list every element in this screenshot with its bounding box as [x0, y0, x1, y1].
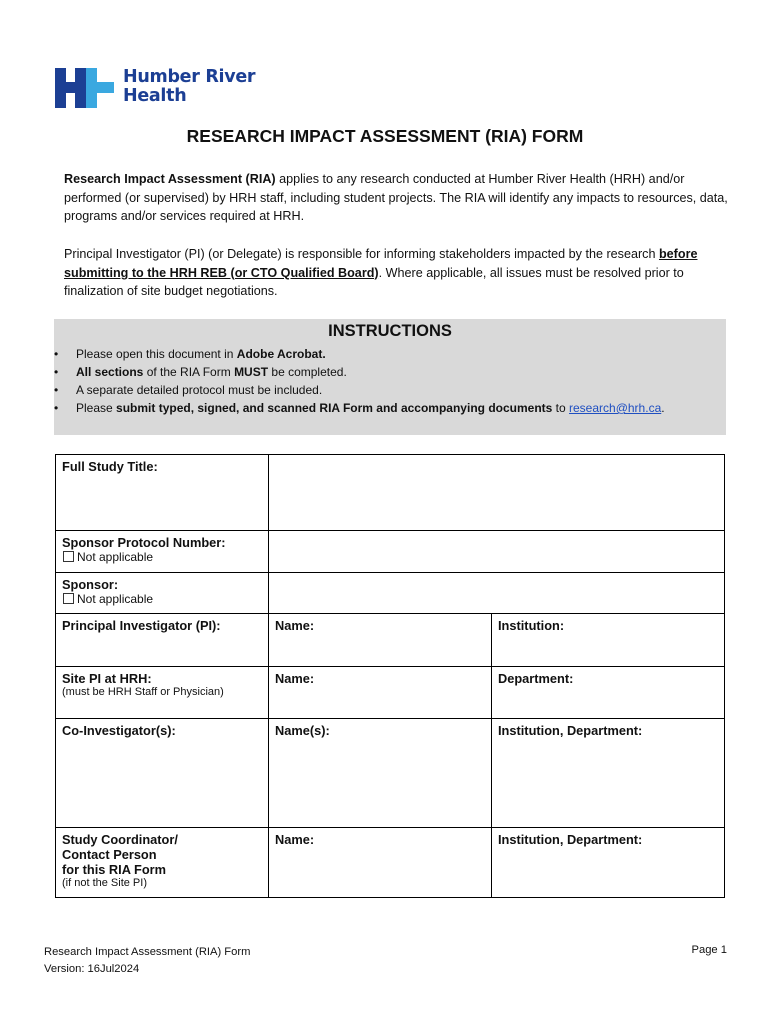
- bullet-icon: •: [54, 383, 59, 397]
- site-pi-note: (must be HRH Staff or Physician): [62, 686, 224, 698]
- humber-river-health-logo: [55, 68, 265, 110]
- protocol-na-option: Not applicable: [62, 550, 262, 564]
- sponsor-field[interactable]: [269, 573, 725, 614]
- coinvestigator-label-cell: Co-Investigator(s):: [56, 719, 269, 828]
- instructions-list: [54, 345, 726, 417]
- intro-paragraph-2: [64, 245, 734, 301]
- logo-line-1: Humber River: [123, 67, 256, 87]
- instructions-heading: INSTRUCTIONS: [328, 322, 452, 340]
- hrh-logo-mark-icon: [55, 68, 115, 108]
- sponsor-label-cell: Sponsor: Not applicable: [56, 573, 269, 614]
- intro-p2-start: Principal Investigator (PI) (or Delegate) is responsible for informing stakeholders impacted by the research: [64, 247, 659, 261]
- footer-version: Version: 16Jul2024: [44, 962, 140, 975]
- intro-paragraph-1: [64, 170, 734, 226]
- site-pi-name-field[interactable]: Name:: [269, 667, 492, 719]
- bullet-icon: •: [54, 365, 59, 379]
- coordinator-label-cell: Study Coordinator/ Contact Person for this RIA Form (if not the Site PI): [56, 828, 269, 898]
- study-title-label-cell: Full Study Title:: [56, 455, 269, 531]
- instruction-item: • Please submit typed, signed, and scanned RIA Form and accompanying documents to research@hrh.ca.: [54, 401, 665, 415]
- pi-name-field[interactable]: Name:: [269, 614, 492, 667]
- page-footer: [44, 944, 250, 977]
- logo-wordmark: [123, 68, 255, 106]
- form-title: RESEARCH IMPACT ASSESSMENT (RIA) FORM: [186, 126, 584, 146]
- instruction-item: • All sections of the RIA Form MUST be completed.: [54, 365, 347, 379]
- bullet-icon: •: [54, 401, 59, 415]
- intro-p2-end: . Where applicable, all issues must be resolved prior to finalization of site budget negotiations.: [64, 265, 684, 299]
- coordinator-name-field[interactable]: Name:: [269, 828, 492, 898]
- intro-p1-text: applies to any research conducted at Humber River Health (HRH) and/or performed (or supervised) by HRH staff, including student projects. The RIA will identify any impacts to resources, data, programs and/or services required at HRH.: [64, 172, 728, 224]
- sponsor-not-applicable-checkbox[interactable]: [63, 593, 74, 604]
- instructions-panel: [54, 319, 726, 435]
- ria-term: Research Impact Assessment (RIA): [64, 172, 276, 186]
- instruction-item: • A separate detailed protocol must be included.: [54, 383, 323, 397]
- logo-line-2: Health: [123, 86, 187, 106]
- study-info-table: [55, 454, 725, 898]
- bullet-icon: •: [54, 347, 59, 361]
- sponsor-protocol-field[interactable]: [269, 531, 725, 573]
- coordinator-note: (if not the Site PI): [62, 877, 147, 889]
- sponsor-protocol-label-cell: Sponsor Protocol Number: Not applicable: [56, 531, 269, 573]
- page-number: Page 1: [691, 944, 727, 956]
- instruction-item: • Please open this document in Adobe Acrobat.: [54, 347, 326, 361]
- pi-label-cell: Principal Investigator (PI):: [56, 614, 269, 667]
- coinvestigator-names-field[interactable]: Name(s):: [269, 719, 492, 828]
- submission-emphasis: before submitting to the HRH REB (or CTO Qualified Board): [64, 247, 698, 280]
- protocol-not-applicable-checkbox[interactable]: [63, 551, 74, 562]
- coordinator-institution-field[interactable]: Institution, Department:: [492, 828, 725, 898]
- footer-doc-name: Research Impact Assessment (RIA) Form: [44, 946, 251, 958]
- research-email-link[interactable]: research@hrh.ca: [569, 401, 662, 415]
- sponsor-na-option: Not applicable: [62, 592, 262, 606]
- site-pi-label-cell: Site PI at HRH: (must be HRH Staff or Physician): [56, 667, 269, 719]
- coinvestigator-institution-field[interactable]: Institution, Department:: [492, 719, 725, 828]
- study-title-field[interactable]: [269, 455, 725, 531]
- pi-institution-field[interactable]: Institution:: [492, 614, 725, 667]
- site-pi-department-field[interactable]: Department:: [492, 667, 725, 719]
